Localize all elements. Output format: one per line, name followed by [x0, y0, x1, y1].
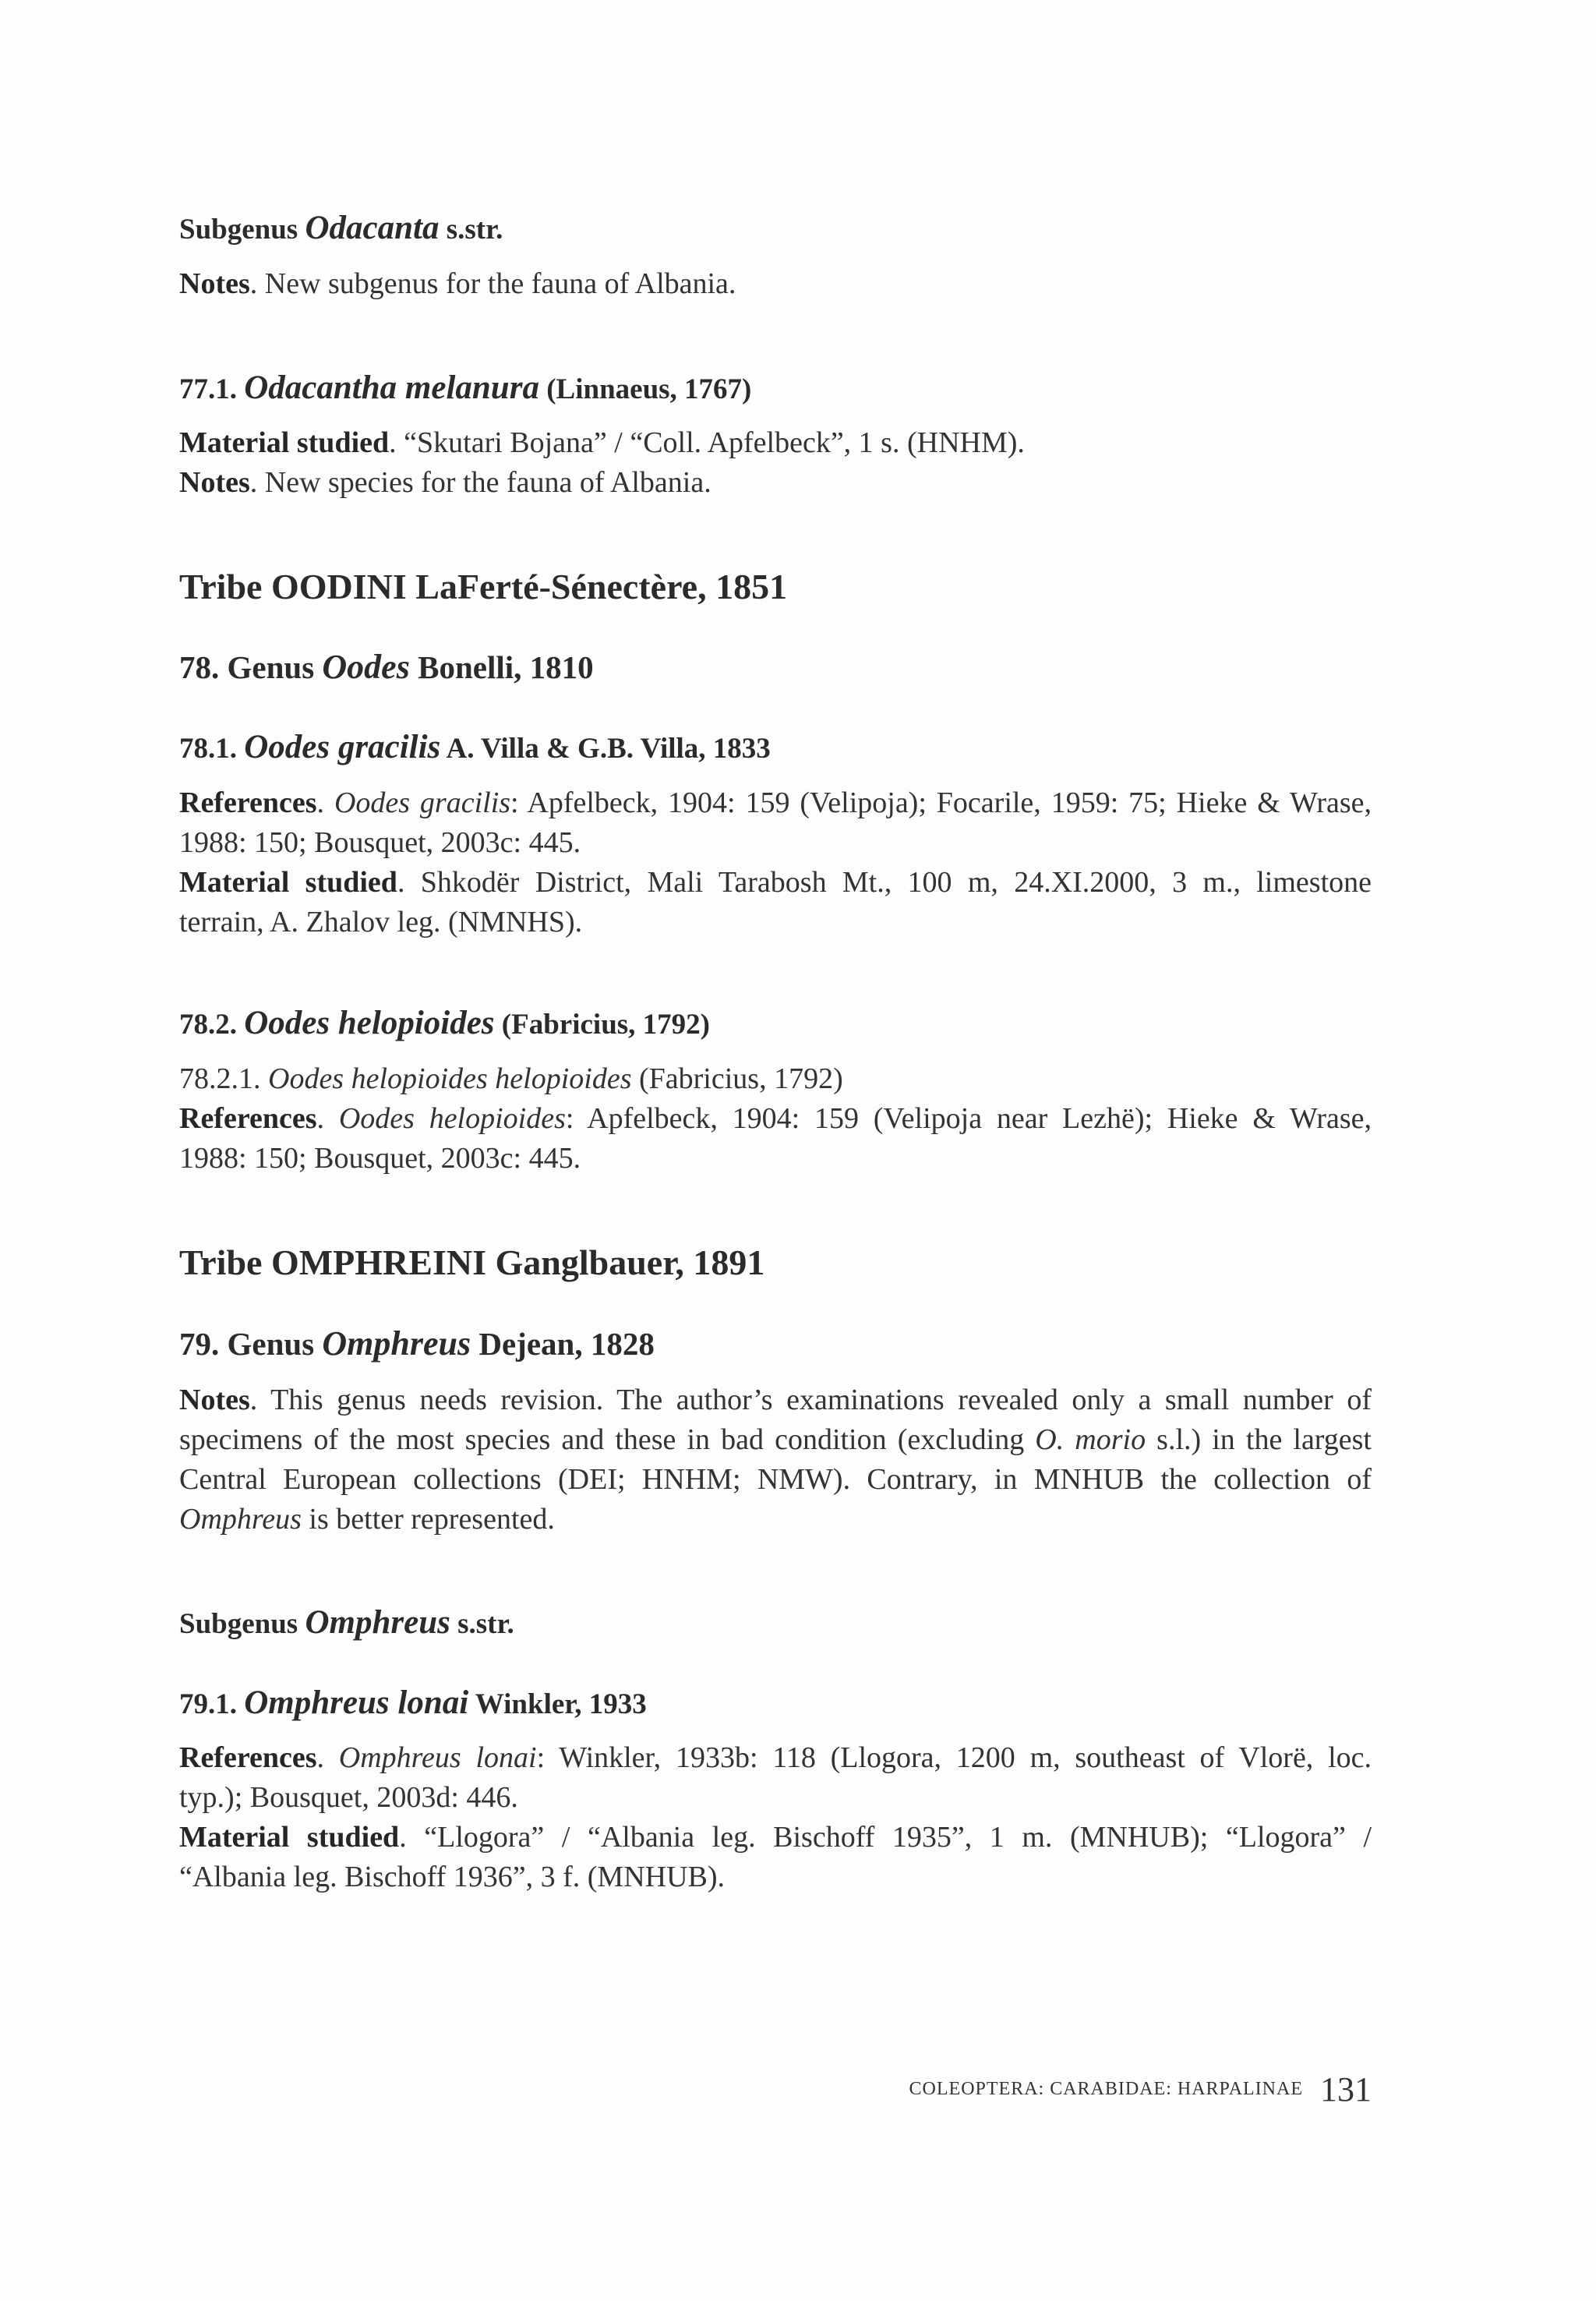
species-number: 79.1.	[179, 1688, 237, 1720]
genus-name: Omphreus	[322, 1324, 471, 1363]
subgenus-prefix: Subgenus	[179, 1608, 298, 1640]
subgenus-name: Omphreus	[305, 1604, 450, 1641]
references-taxon: Oodes gracilis	[334, 786, 511, 819]
references-text-cont: typ.); Bousquet, 2003d: 446.	[179, 1781, 518, 1814]
species-author: Winkler, 1933	[475, 1688, 647, 1720]
species-notes	[179, 463, 1372, 503]
material-label: Material studied	[179, 426, 390, 459]
species-author: A. Villa & G.B. Villa, 1833	[446, 733, 771, 765]
species-heading	[179, 728, 1372, 769]
notes-label: Notes	[179, 1384, 250, 1416]
subspecies-number: 78.2.1.	[179, 1062, 261, 1095]
references-label: References	[179, 786, 317, 819]
references-text: : Apfelbeck, 1904: 159 (Velipoja); Focarile, 1959: 75; Hieke & Wrase,	[510, 786, 1372, 819]
references	[179, 1738, 1372, 1818]
species-number: 78.1.	[179, 733, 237, 765]
subgenus-prefix: Subgenus	[179, 214, 298, 246]
genus-heading	[179, 646, 1372, 688]
species-name: Oodes gracilis	[244, 729, 441, 765]
genus-name: Oodes	[322, 648, 410, 686]
references-text: : Apfelbeck, 1904: 159 (Velipoja near Lezhë); Hieke & Wrase,	[565, 1102, 1372, 1135]
material-text: . Shkodër District, Mali Tarabosh Mt., 100 m, 24.XI.2000, 3 m., limestone	[397, 866, 1372, 899]
running-head: COLEOPTERA: CARABIDAE: HARPALINAE	[909, 2079, 1303, 2099]
references-text-cont: 1988: 150; Bousquet, 2003c: 445.	[179, 826, 581, 859]
material-text: . “Skutari Bojana” / “Coll. Apfelbeck”, 1 s. (HNHM).	[389, 426, 1025, 459]
notes-text-cont: Central European collections (DEI; HNHM; NMW). Contrary, in MNHUB the collection of	[179, 1463, 1372, 1496]
genus-author: Bonelli, 1810	[418, 649, 594, 685]
references-dot: .	[316, 1741, 325, 1774]
subspecies-author: (Fabricius, 1792)	[638, 1062, 843, 1095]
species-author: (Linnaeus, 1767)	[546, 373, 752, 405]
subspecies-line	[179, 1059, 1372, 1099]
references-label: References	[179, 1741, 317, 1774]
material-label: Material studied	[179, 866, 397, 899]
notes-text-cont: specimens of the most species and these in bad condition (excluding	[179, 1423, 1036, 1456]
subgenus-suffix: s.str.	[446, 214, 503, 246]
notes-taxon: Omphreus	[179, 1503, 302, 1536]
material-text-cont: terrain, A. Zhalov leg. (NMNHS).	[179, 906, 583, 938]
subspecies-name: Oodes helopioides helopioides	[268, 1062, 632, 1095]
notes-text: . New subgenus for the fauna of Albania.	[249, 267, 736, 300]
subgenus-heading	[179, 1603, 1372, 1644]
species-heading	[179, 1684, 1372, 1724]
genus-number: 78. Genus	[179, 649, 315, 685]
genus-number: 79. Genus	[179, 1326, 315, 1362]
genus-author: Dejean, 1828	[478, 1326, 655, 1362]
notes-text-cont: s.l.) in the largest	[1146, 1423, 1372, 1456]
notes-taxon: O. morio	[1035, 1423, 1146, 1456]
references-label: References	[179, 1102, 317, 1135]
species-heading	[179, 1004, 1372, 1044]
subgenus-suffix: s.str.	[457, 1608, 514, 1640]
notes-label: Notes	[179, 267, 250, 300]
tribe-heading: Tribe OMPHREINI Ganglbauer, 1891	[179, 1242, 765, 1282]
references-text: : Winkler, 1933b: 118 (Llogora, 1200 m, southeast of Vlorë, loc.	[536, 1741, 1372, 1774]
species-name: Oodes helopioides	[244, 1005, 495, 1041]
notes-label: Notes	[179, 466, 250, 499]
notes-text-cont: is better represented.	[301, 1503, 555, 1536]
genus-heading	[179, 1323, 1372, 1365]
material-studied	[179, 863, 1372, 942]
references-dot: .	[316, 786, 325, 819]
references	[179, 1099, 1372, 1179]
species-name: Omphreus lonai	[244, 1684, 469, 1721]
references-taxon: Omphreus lonai	[338, 1741, 537, 1774]
references-text-cont: 1988: 150; Bousquet, 2003c: 445.	[179, 1142, 581, 1175]
subgenus-notes	[179, 264, 1372, 304]
species-number: 78.2.	[179, 1009, 237, 1041]
material-studied	[179, 423, 1372, 463]
species-number: 77.1.	[179, 373, 237, 405]
genus-notes	[179, 1380, 1372, 1539]
notes-text: . This genus needs revision. The author’s examinations revealed only a small number of	[249, 1384, 1372, 1416]
material-text-cont: “Albania leg. Bischoff 1936”, 3 f. (MNHUB).	[179, 1861, 726, 1893]
page-number: 131	[1320, 2070, 1372, 2108]
species-heading	[179, 369, 1372, 409]
species-author: (Fabricius, 1792)	[501, 1009, 710, 1041]
references-taxon: Oodes helopioides	[338, 1102, 566, 1135]
references-dot: .	[316, 1102, 325, 1135]
references	[179, 783, 1372, 863]
species-name: Odacantha melanura	[244, 369, 539, 406]
material-text: . “Llogora” / “Albania leg. Bischoff 1935”, 1 m. (MNHUB); “Llogora” /	[399, 1821, 1372, 1854]
tribe-heading: Tribe OODINI LaFerté-Sénectère, 1851	[179, 567, 788, 606]
subgenus-heading	[179, 209, 1372, 249]
page-footer	[909, 2069, 1372, 2109]
material-label: Material studied	[179, 1821, 400, 1854]
material-studied	[179, 1818, 1372, 1897]
subgenus-name: Odacanta	[305, 210, 440, 246]
notes-text: . New species for the fauna of Albania.	[249, 466, 711, 499]
